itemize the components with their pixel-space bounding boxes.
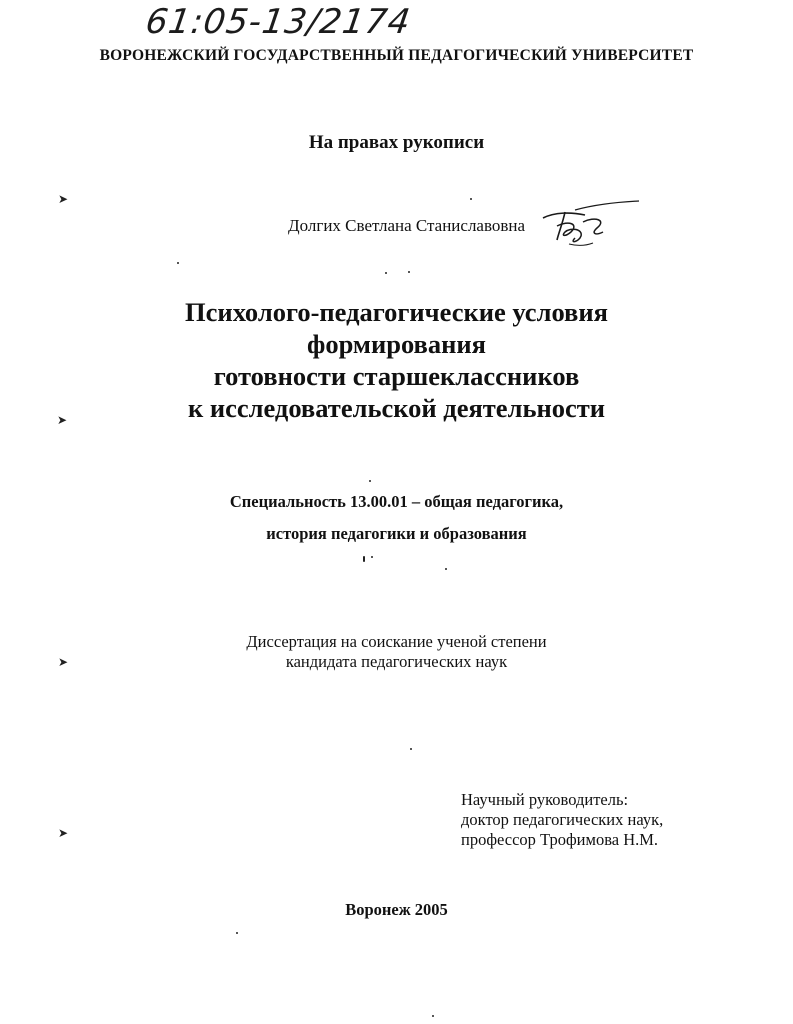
scan-speck	[445, 568, 447, 570]
scan-speck	[371, 556, 373, 558]
supervisor-line-2: доктор педагогических наук,	[461, 810, 664, 829]
scan-speck	[369, 480, 371, 482]
author-name: Долгих Светлана Станиславовна	[288, 216, 526, 235]
supervisor-line-3: профессор Трофимова Н.М.	[461, 830, 659, 849]
degree-line-2: кандидата педагогических наук	[285, 652, 508, 671]
scan-speck	[385, 272, 387, 274]
supervisor-block	[461, 790, 663, 850]
scan-speck	[408, 271, 410, 273]
scan-speck	[410, 748, 412, 750]
dissertation-title	[0, 296, 793, 424]
title-line-1: Психолого-педагогические условия	[185, 297, 608, 327]
scan-speck	[470, 198, 472, 200]
arrow-mark-icon: ➤	[57, 413, 68, 427]
arrow-mark-icon: ➤	[58, 826, 69, 840]
specialty-line-1: Специальность 13.00.01 – общая педагогика,	[229, 492, 564, 511]
specialty-block	[0, 486, 793, 550]
university-heading: ВОРОНЕЖСКИЙ ГОСУДАРСТВЕННЫЙ ПЕДАГОГИЧЕСКИЙ УНИВЕРСИТЕТ	[99, 47, 694, 64]
title-line-3: готовности старшеклассников	[213, 361, 580, 391]
degree-line-1: Диссертация на соискание ученой степени	[246, 632, 547, 651]
scan-speck	[432, 1015, 434, 1017]
rights-note: На правах рукописи	[308, 132, 485, 153]
scan-speck	[236, 932, 238, 934]
title-line-4: к исследовательской деятельности	[187, 393, 606, 423]
city-year: Воронеж 2005	[345, 900, 448, 919]
supervisor-line-1: Научный руководитель:	[461, 790, 629, 809]
scan-speck	[363, 556, 365, 562]
degree-statement	[0, 632, 793, 672]
arrow-mark-icon: ➤	[58, 192, 69, 206]
handwritten-archive-code: 61:05-13/2174	[143, 2, 414, 42]
specialty-line-2: история педагогики и образования	[266, 524, 527, 543]
scan-speck	[177, 262, 179, 264]
author-signature	[535, 196, 645, 252]
arrow-mark-icon: ➤	[58, 655, 69, 669]
title-line-2: формирования	[306, 329, 486, 359]
